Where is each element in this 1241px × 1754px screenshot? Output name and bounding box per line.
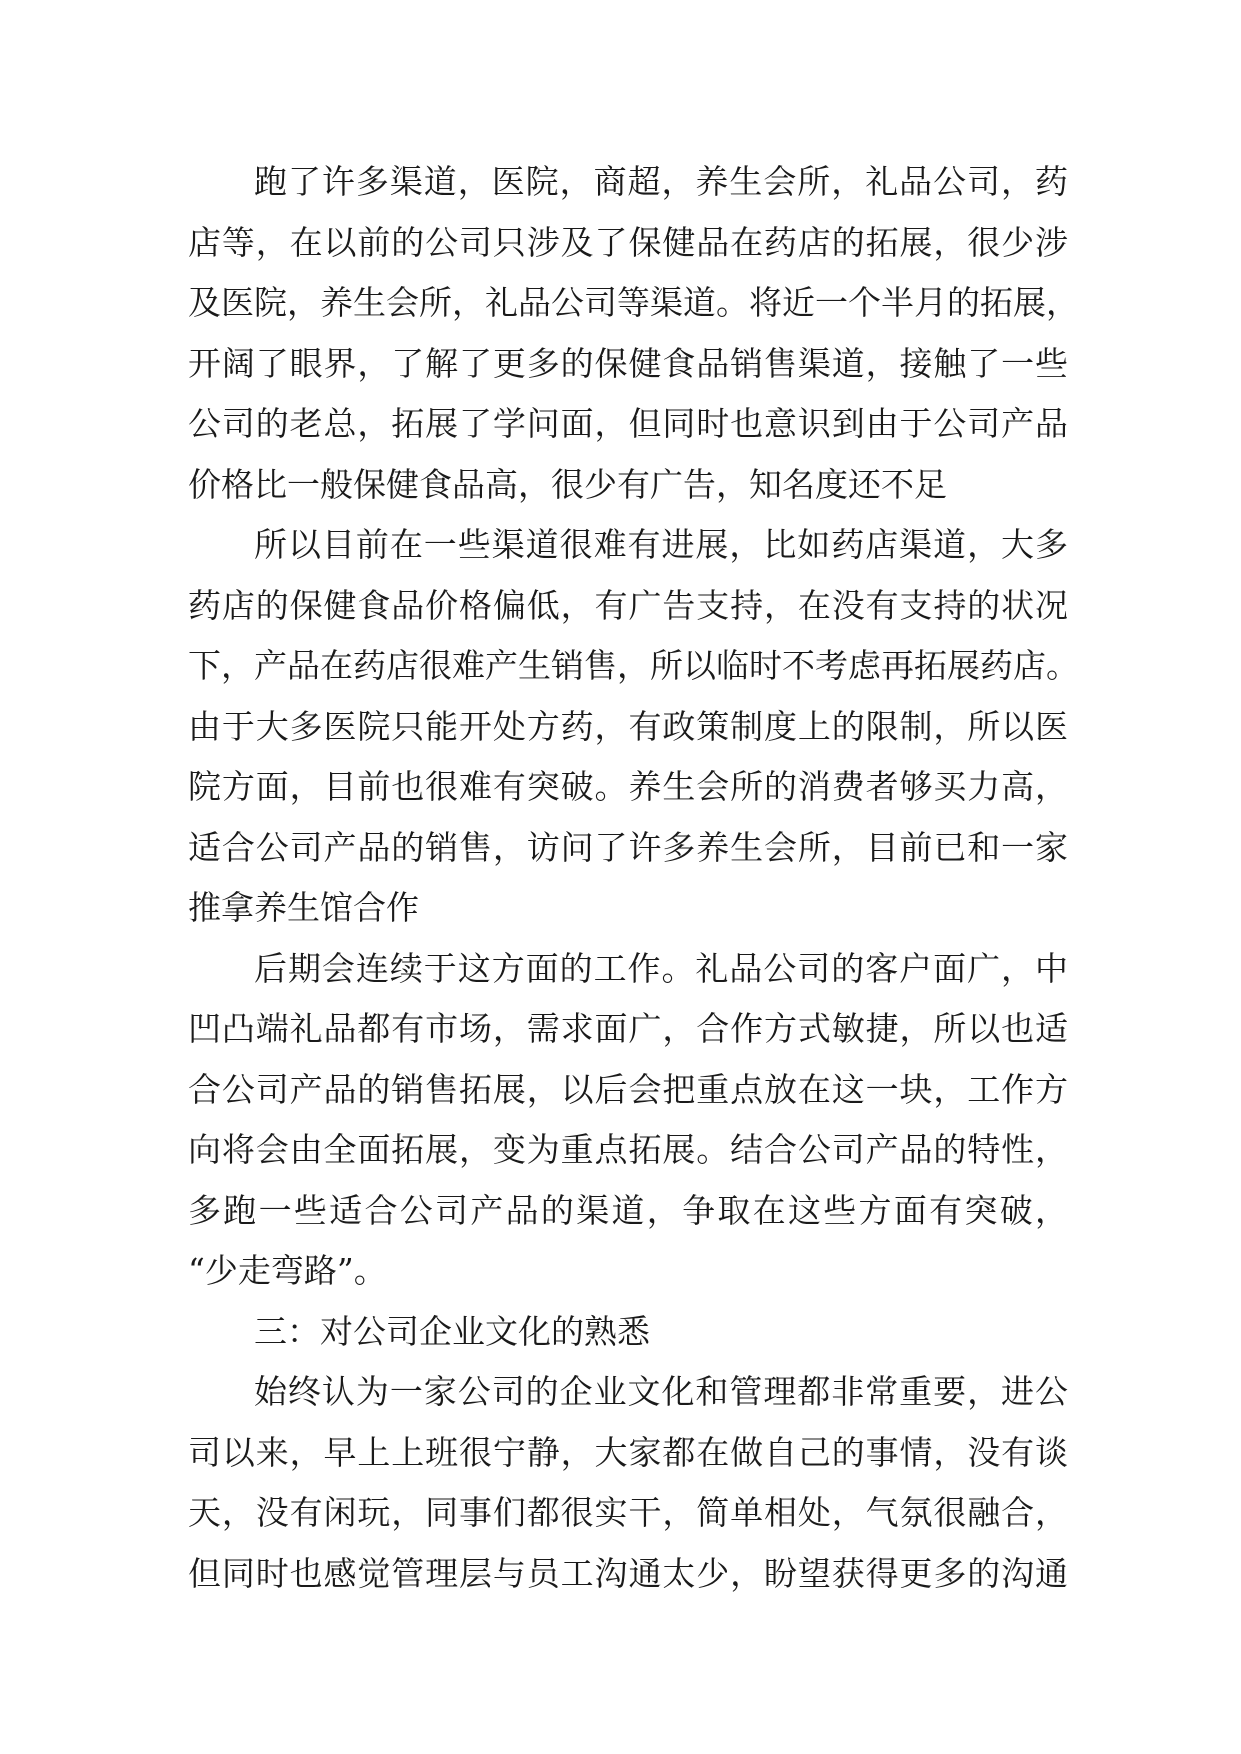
text-line: 由于大多医院只能开处方药，有政策制度上的限制，所以医 [188,706,1068,746]
text-line: 天，没有闲玩，同事们都很实干，简单相处，气氛很融合， [188,1493,1068,1532]
text-line: 但同时也感觉管理层与员工沟通太少，盼望获得更多的沟通 [188,1553,1068,1593]
text-line: 合公司产品的销售拓展，以后会把重点放在这一块，工作方 [188,1069,1068,1109]
text-line: 价格比一般保健食品高，很少有广告，知名度还不足 [188,464,947,504]
text-line: 跑了许多渠道，医院，商超，养生会所，礼品公司，药 [254,162,1068,201]
text-line: 开阔了眼界，了解了更多的保健食品销售渠道，接触了一些 [188,343,1068,383]
text-line: 院方面，目前也很难有突破。养生会所的消费者够买力高， [188,767,1068,806]
text-line: 店等，在以前的公司只涉及了保健品在药店的拓展，很少涉 [188,222,1068,262]
text-line: 推拿养生馆合作 [188,888,419,927]
text-line: 后期会连续于这方面的工作。礼品公司的客户面广，中 [254,948,1068,988]
text-line: 及医院，养生会所，礼品公司等渠道。将近一个半月的拓展， [188,283,1079,322]
text-line: “少走弯路”。 [188,1251,387,1290]
text-line: 药店的保健食品价格偏低，有广告支持，在没有支持的状况 [188,585,1068,625]
text-line: 向将会由全面拓展，变为重点拓展。结合公司产品的特性， [188,1130,1068,1169]
text-line: 司以来，早上上班很宁静，大家都在做自己的事情，没有谈 [188,1432,1068,1472]
text-line: 公司的老总，拓展了学问面，但同时也意识到由于公司产品 [188,404,1068,443]
text-line: 始终认为一家公司的企业文化和管理都非常重要，进公 [254,1372,1068,1411]
text-line: 多跑一些适合公司产品的渠道，争取在这些方面有突破， [188,1190,1068,1230]
body-text [188,152,1079,1604]
text-line: 凹凸端礼品都有市场，需求面广，合作方式敏捷，所以也适 [188,1009,1068,1048]
text-line: 适合公司产品的销售，访问了许多养生会所，目前已和一家 [188,827,1068,867]
text-line: 下，产品在药店很难产生销售，所以临时不考虑再拓展药店。 [188,646,1079,685]
text-line: 三：对公司企业文化的熟悉 [254,1311,650,1351]
text-line: 所以目前在一些渠道很难有进展，比如药店渠道，大多 [254,525,1068,564]
